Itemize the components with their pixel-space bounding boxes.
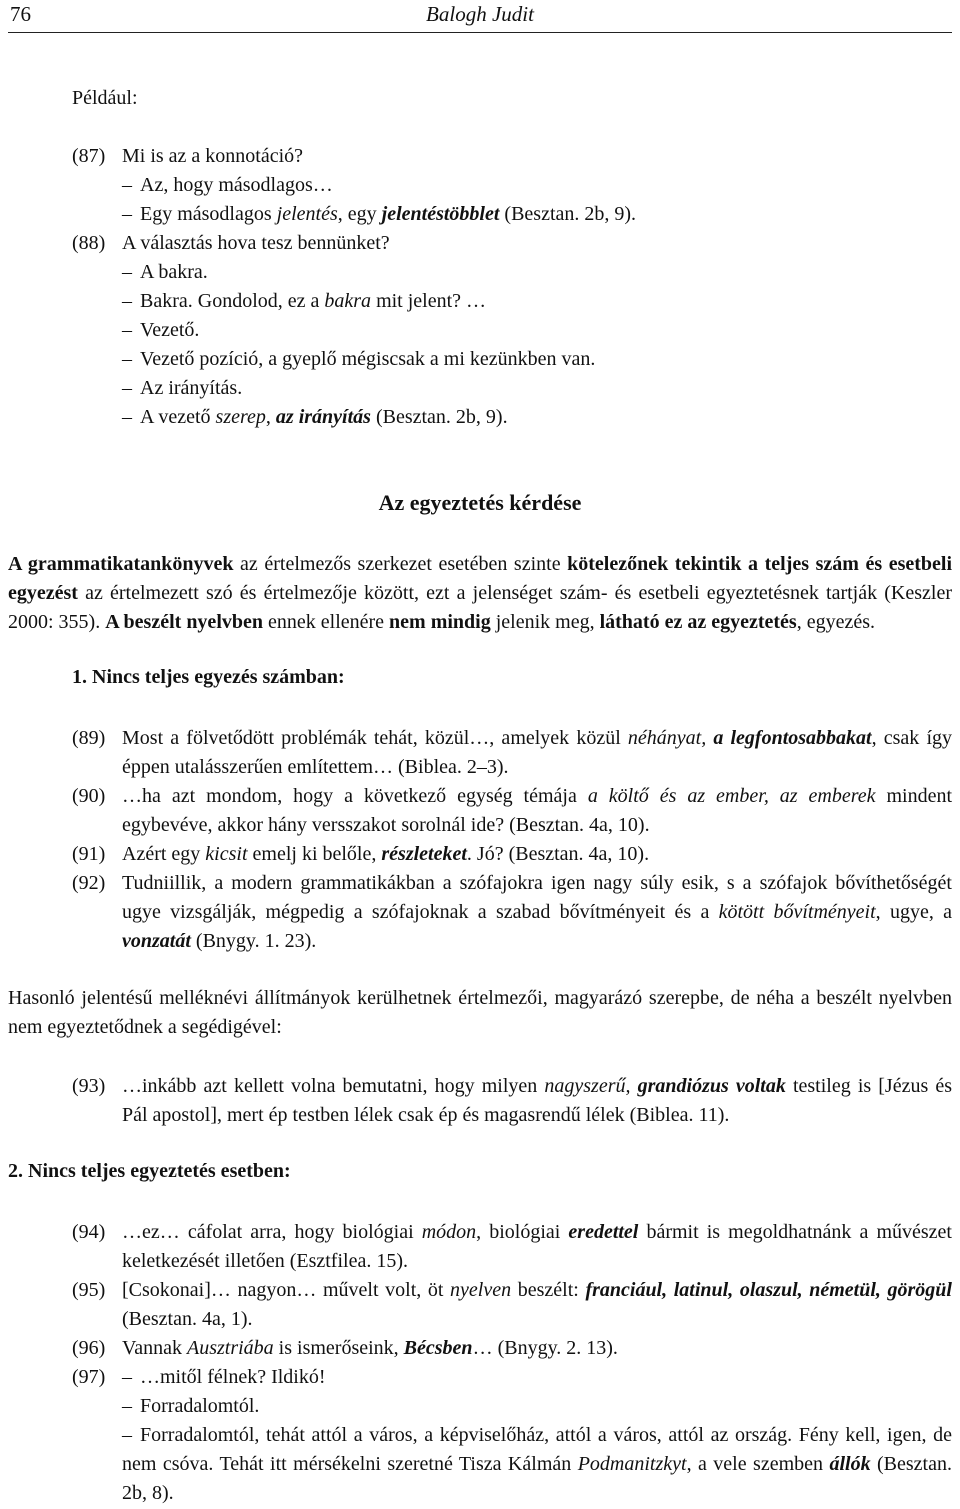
example-text: Most a fölvetődött problémák tehát, közül…, amelyek közül néhányat, a legfontosabbakat, csak így éppen utalásszerűen említettem… (Biblea. 2–3). [122, 727, 952, 778]
running-head-author: Balogh Judit [426, 2, 534, 26]
example-92 [0, 869, 960, 956]
subsection-heading: 1. Nincs teljes egyezés számban: [72, 666, 345, 688]
dialogue-line: – Az, hogy másodlagos… [122, 174, 333, 196]
example-number: (87) [72, 145, 106, 167]
body-paragraph: A grammatikatankönyvek az értelmezős szerkezet esetében szinte kötelezőnek tekintik a teljes szám és esetbeli egyezést az értelmezett szó és értelmezője között, ezt a jelenséget szám- és esetbeli egyeztetésnek tartják (Keszler 2000: 355). A beszélt nyelvben ennek ellenére nem mindig jelenik meg, látható ez az egyeztetés, egyezés. [8, 553, 953, 633]
dialogue-line: – Forradalomtól, tehát attól a város, a képviselőház, attól a város, attól az ország. Fény kell, igen, de nem csóva. Tehát itt mérsékelni szeretné Tisza Kálmán Podmanitzkyt, a vele szemben állók (Besztan. 2b, 8). [122, 1424, 952, 1504]
section-title: Az egyeztetés kérdése [378, 490, 582, 515]
page-number: 76 [10, 2, 31, 26]
body-paragraph: Hasonló jelentésű melléknévi állítmányok kerülhetnek értelmezői, magyarázó szerepbe, de néha a beszélt nyelvben nem egyeztetődnek a segédigével: [8, 987, 952, 1038]
example-91 [0, 840, 960, 869]
intro-label: Például: [72, 87, 138, 109]
example-text: Vannak Ausztriába is ismerőseink, Bécsben… (Bnygy. 2. 13). [122, 1337, 618, 1359]
example-text: …inkább azt kellett volna bemutatni, hogy milyen nagyszerű, grandiózus voltak testileg is [Jézus és Pál apostol], mert ép testben lélek csak ép és magasrendű lélek (Biblea. 11). [122, 1075, 953, 1126]
example-text: …ez… cáfolat arra, hogy biológiai módon, biológiai eredettel bármit is megoldhatnánk a művészet keletkezését illetően (Esztfilea. 15). [122, 1221, 952, 1272]
dialogue-line: – Forradalomtól. [122, 1395, 260, 1417]
example-number: (96) [72, 1337, 106, 1359]
example-95 [0, 1276, 960, 1334]
example-number: (90) [72, 785, 106, 807]
example-number: (88) [72, 232, 106, 254]
subsection-heading: 2. Nincs teljes egyeztetés esetben: [8, 1160, 291, 1182]
example-number: (93) [72, 1075, 106, 1097]
example-text: – …mitől félnek? Ildikó! [122, 1366, 326, 1388]
example-94 [0, 1218, 960, 1276]
example-93 [0, 1072, 960, 1130]
example-96 [0, 1334, 960, 1363]
dialogue-line: – A bakra. [122, 261, 208, 283]
dialogue-line: – A vezető szerep, az irányítás (Besztan. 2b, 9). [122, 406, 508, 428]
example-text: Tudniillik, a modern grammatikákban a szófajokra igen nagy súly esik, s a szófajok bővíthetőségét ugye vizsgálják, mégpedig a szófajoknak a szabad bővítményeit és a kötött bővítményeit, ugye, a vonzatát (Bnygy. 1. 23). [122, 872, 952, 952]
example-number: (89) [72, 727, 106, 749]
example-text: A választás hova tesz bennünket? [122, 232, 390, 254]
example-text: …ha azt mondom, hogy a következő egység témája a költő és az ember, az emberek mindent egybevéve, akkor hány versszakot sorolnál ide? (Besztan. 4a, 10). [122, 785, 952, 836]
example-number: (91) [72, 843, 106, 865]
dialogue-line: – Egy másodlagos jelentés, egy jelentéstöbblet (Besztan. 2b, 9). [122, 203, 637, 225]
dialogue-line: – Vezető pozíció, a gyeplő mégiscsak a mi kezünkben van. [122, 348, 596, 370]
example-97 [0, 1363, 960, 1392]
example-number: (95) [72, 1279, 106, 1301]
dialogue-line: – Vezető. [122, 319, 200, 341]
example-number: (97) [72, 1366, 106, 1388]
example-text: Azért egy kicsit emelj ki belőle, részleteket. Jó? (Besztan. 4a, 10). [122, 843, 650, 865]
dialogue-line: – Az irányítás. [122, 377, 243, 399]
example-90 [0, 782, 960, 840]
example-89 [0, 724, 960, 782]
example-number: (94) [72, 1221, 106, 1243]
page-header [8, 0, 952, 33]
example-text: Mi is az a konnotáció? [122, 145, 304, 167]
example-text: [Csokonai]… nagyon… művelt volt, öt nyelven beszélt: franciául, latinul, olaszul, németül, görögül (Besztan. 4a, 1). [122, 1279, 952, 1330]
dialogue-line: – Bakra. Gondolod, ez a bakra mit jelent? … [122, 290, 487, 312]
example-number: (92) [72, 872, 106, 894]
